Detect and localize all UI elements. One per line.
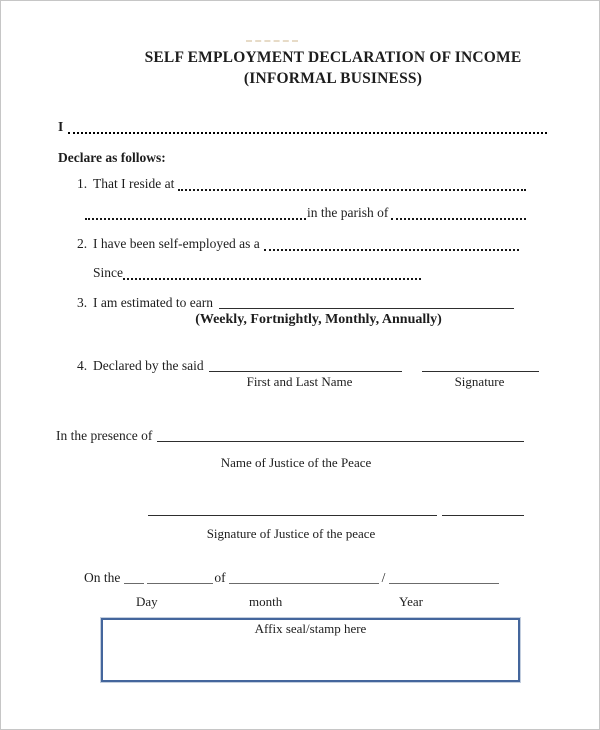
presence-line bbox=[56, 428, 524, 444]
item-4-number: 4. bbox=[77, 358, 88, 373]
jp-signature-line bbox=[148, 502, 524, 516]
declarant-prefix: I bbox=[58, 119, 64, 134]
declare-heading: Declare as follows: bbox=[58, 150, 166, 165]
item-3-text: I am estimated to earn bbox=[93, 295, 213, 310]
reside-blank bbox=[178, 176, 526, 191]
item-4-text: Declared by the said bbox=[93, 358, 204, 373]
jp-signature-label: Signature of Justice of the peace bbox=[206, 526, 376, 541]
date-of-text: of bbox=[214, 570, 226, 585]
list-item-4 bbox=[77, 358, 539, 374]
date-separator: / bbox=[381, 570, 386, 585]
blank-gap bbox=[402, 358, 422, 371]
item-2-number: 2. bbox=[77, 236, 88, 251]
parish-blank-leading bbox=[85, 205, 306, 220]
document-title bbox=[71, 47, 595, 89]
frequency-note: (Weekly, Fortnightly, Monthly, Annually) bbox=[195, 312, 442, 327]
signature-label: Signature bbox=[454, 374, 505, 389]
item-2-text: I have been self-employed as a bbox=[93, 236, 260, 251]
year-blank bbox=[389, 570, 499, 584]
day-label: Day bbox=[136, 594, 158, 609]
faded-dashed-mark bbox=[246, 40, 298, 42]
item-1-text: That I reside at bbox=[93, 176, 175, 191]
first-last-name-label: First and Last Name bbox=[246, 374, 353, 389]
since-blank bbox=[123, 265, 421, 280]
declarant-blank bbox=[68, 119, 547, 134]
since-text: Since bbox=[93, 265, 123, 280]
declarant-line bbox=[58, 119, 547, 135]
self-employed-blank bbox=[264, 236, 519, 251]
parish-blank-trailing bbox=[391, 205, 526, 220]
presence-blank bbox=[157, 428, 524, 442]
seal-box-label: Affix seal/stamp here bbox=[254, 621, 367, 636]
year-label: Year bbox=[399, 594, 423, 609]
presence-text: In the presence of bbox=[56, 428, 153, 443]
parish-line bbox=[85, 205, 526, 221]
earnings-blank bbox=[219, 295, 514, 309]
day-blank-short bbox=[124, 570, 144, 584]
jp-name-label: Name of Justice of the Peace bbox=[220, 455, 372, 470]
list-item-1 bbox=[77, 176, 526, 192]
since-line bbox=[93, 265, 421, 281]
date-line bbox=[84, 570, 499, 586]
seal-box bbox=[101, 618, 520, 682]
declared-name-blank bbox=[209, 358, 402, 372]
list-item-3 bbox=[77, 295, 514, 311]
date-prefix: On the bbox=[84, 570, 121, 585]
month-label: month bbox=[249, 594, 283, 609]
day-blank bbox=[147, 570, 213, 584]
item-3-number: 3. bbox=[77, 295, 88, 310]
declared-signature-blank bbox=[422, 358, 539, 372]
list-item-2 bbox=[77, 236, 519, 252]
jp-signature-blank-short bbox=[442, 502, 524, 516]
item-1-number: 1. bbox=[77, 176, 88, 191]
parish-text: in the parish of bbox=[307, 205, 389, 220]
title-line-2: (INFORMAL BUSINESS) bbox=[243, 70, 423, 87]
title-line-1: SELF EMPLOYMENT DECLARATION OF INCOME bbox=[144, 49, 522, 66]
jp-signature-blank-long bbox=[148, 502, 437, 516]
month-blank bbox=[229, 570, 379, 584]
